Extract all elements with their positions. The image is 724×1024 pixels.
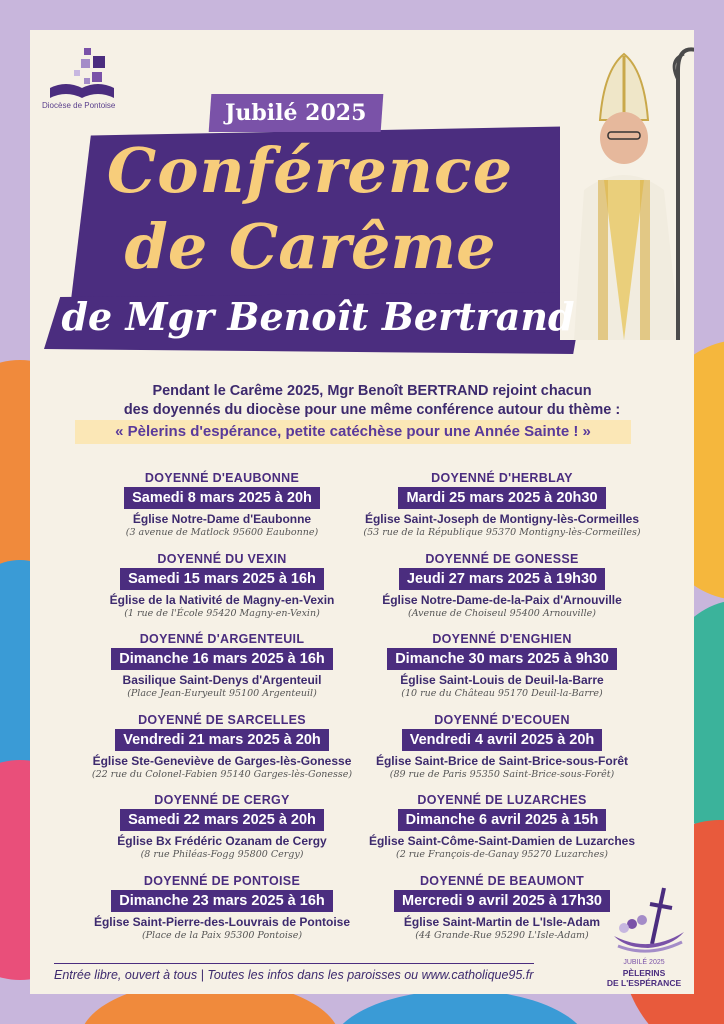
intro-text xyxy=(92,382,652,420)
church-name: Église Bx Frédéric Ozanam de Cergy xyxy=(117,834,327,849)
event-date: Jeudi 27 mars 2025 à 19h30 xyxy=(399,568,605,590)
church-address: (89 rue de Paris 95350 Saint-Brice-sous-Forêt) xyxy=(389,768,615,780)
church-name: Église Saint-Martin de L'Isle-Adam xyxy=(403,914,601,929)
event-date: Dimanche 6 avril 2025 à 15h xyxy=(398,809,607,831)
events-column-left xyxy=(72,470,372,954)
pilgrims-logo-year: JUBILÉ 2025 xyxy=(623,959,665,966)
event-date: Mardi 25 mars 2025 à 20h30 xyxy=(398,487,605,509)
page-title-line1: Conférence xyxy=(106,134,514,207)
event-date: Dimanche 30 mars 2025 à 9h30 xyxy=(387,648,617,670)
church-address: (2 rue François-de-Ganay 95270 Luzarches) xyxy=(395,849,608,861)
intro-line1: Pendant le Carême 2025, Mgr Benoît BERTRAND rejoint chacun xyxy=(152,383,592,399)
church-name: Église de la Nativité de Magny-en-Vexin xyxy=(109,592,335,607)
footer-divider xyxy=(54,963,534,964)
event-date: Dimanche 16 mars 2025 à 16h xyxy=(111,648,333,670)
jubilee-tag xyxy=(209,94,384,132)
diocese-logo-caption: Diocèse de Pontoise xyxy=(42,101,116,110)
deanery-name: DOYENNÉ DE BEAUMONT xyxy=(419,873,585,888)
deanery-name: DOYENNÉ DE PONTOISE xyxy=(143,873,301,888)
event-item xyxy=(72,873,372,954)
church-address: (8 rue Philéas-Fogg 95800 Cergy) xyxy=(140,849,304,861)
pilgrims-logo-title xyxy=(594,968,694,988)
church-name: Église Saint-Louis de Deuil-la-Barre xyxy=(400,673,604,688)
church-name: Église Notre-Dame-de-la-Paix d'Arnouville xyxy=(382,592,622,607)
page-title-line2: de Carême xyxy=(124,210,496,283)
deanery-name: DOYENNÉ D'ECOUEN xyxy=(434,712,570,727)
church-name: Église Saint-Brice de Saint-Brice-sous-Forêt xyxy=(375,753,629,768)
deanery-name: DOYENNÉ D'ARGENTEUIL xyxy=(139,632,305,647)
church-address: (3 avenue de Matlock 95600 Eaubonne) xyxy=(125,527,319,538)
events-column-right xyxy=(352,470,652,954)
page-subtitle: de Mgr Benoît Bertrand xyxy=(61,294,575,339)
event-item xyxy=(72,712,372,793)
church-name: Église Saint-Pierre-des-Louvrais de Pontoise xyxy=(93,914,351,929)
event-item xyxy=(352,551,652,632)
event-date: Samedi 15 mars 2025 à 16h xyxy=(120,568,324,590)
theme-highlight: « Pèlerins d'espérance, petite catéchèse pour une Année Sainte ! » xyxy=(75,420,631,444)
event-item xyxy=(72,631,372,712)
church-name: Basilique Saint-Denys d'Argenteuil xyxy=(122,673,322,688)
footer-text: Entrée libre, ouvert à tous | Toutes les infos dans les paroisses ou www.catholique95.fr xyxy=(54,968,534,982)
event-item xyxy=(352,470,652,551)
poster-card xyxy=(30,30,694,994)
church-name: Église Saint-Joseph de Montigny-lès-Cormeilles xyxy=(364,512,640,526)
event-date: Samedi 8 mars 2025 à 20h xyxy=(124,487,320,509)
background-shape xyxy=(330,990,590,1024)
deanery-name: DOYENNÉ D'ENGHIEN xyxy=(432,632,572,647)
event-date: Mercredi 9 avril 2025 à 17h30 xyxy=(394,890,610,912)
event-item xyxy=(72,792,372,873)
church-address: (53 rue de la République 95370 Montigny-lès-Cormeilles) xyxy=(363,527,641,538)
event-date: Vendredi 21 mars 2025 à 20h xyxy=(115,729,329,751)
pilgrims-of-hope-logo xyxy=(612,884,686,954)
deanery-name: DOYENNÉ DU VEXIN xyxy=(157,551,287,566)
event-item xyxy=(352,792,652,873)
deanery-name: DOYENNÉ DE SARCELLES xyxy=(138,712,306,727)
pilgrims-logo-line3: DE L'ESPÉRANCE xyxy=(606,978,682,988)
event-item xyxy=(352,873,652,954)
church-name: Église Saint-Côme-Saint-Damien de Luzarches xyxy=(368,834,636,849)
church-address: (1 rue de l'École 95420 Magny-en-Vexin) xyxy=(124,607,320,619)
event-date: Dimanche 23 mars 2025 à 16h xyxy=(111,890,333,912)
church-name: Église Ste-Geneviève de Garges-lès-Gonesse xyxy=(92,753,352,768)
event-item xyxy=(352,712,652,793)
event-date: Vendredi 4 avril 2025 à 20h xyxy=(402,729,603,751)
event-item xyxy=(72,551,372,632)
church-address: (22 rue du Colonel-Fabien 95140 Garges-lès-Gonesse) xyxy=(91,768,353,780)
deanery-name: DOYENNÉ DE GONESSE xyxy=(425,551,579,566)
intro-line2: des doyennés du diocèse pour une même conférence autour du thème : xyxy=(123,402,621,418)
deanery-name: DOYENNÉ D'HERBLAY xyxy=(431,471,573,485)
deanery-name: DOYENNÉ D'EAUBONNE xyxy=(144,471,300,485)
church-address: (44 Grande-Rue 95290 L'Isle-Adam) xyxy=(415,929,589,941)
church-name: Église Notre-Dame d'Eaubonne xyxy=(132,512,312,526)
event-item xyxy=(72,470,372,551)
pilgrims-logo-line2: PÈLERINS xyxy=(622,968,666,978)
jubilee-tag-label: Jubilé 2025 xyxy=(225,100,367,126)
church-address: (Place Jean-Euryeult 95100 Argenteuil) xyxy=(127,688,317,700)
deanery-name: DOYENNÉ DE CERGY xyxy=(154,793,290,808)
event-date: Samedi 22 mars 2025 à 20h xyxy=(120,809,324,831)
event-item xyxy=(352,631,652,712)
church-address: (Avenue de Choiseul 95400 Arnouville) xyxy=(407,607,596,619)
church-address: (10 rue du Château 95170 Deuil-la-Barre) xyxy=(401,688,603,700)
deanery-name: DOYENNÉ DE LUZARCHES xyxy=(417,793,587,808)
church-address: (Place de la Paix 95300 Pontoise) xyxy=(141,929,303,941)
